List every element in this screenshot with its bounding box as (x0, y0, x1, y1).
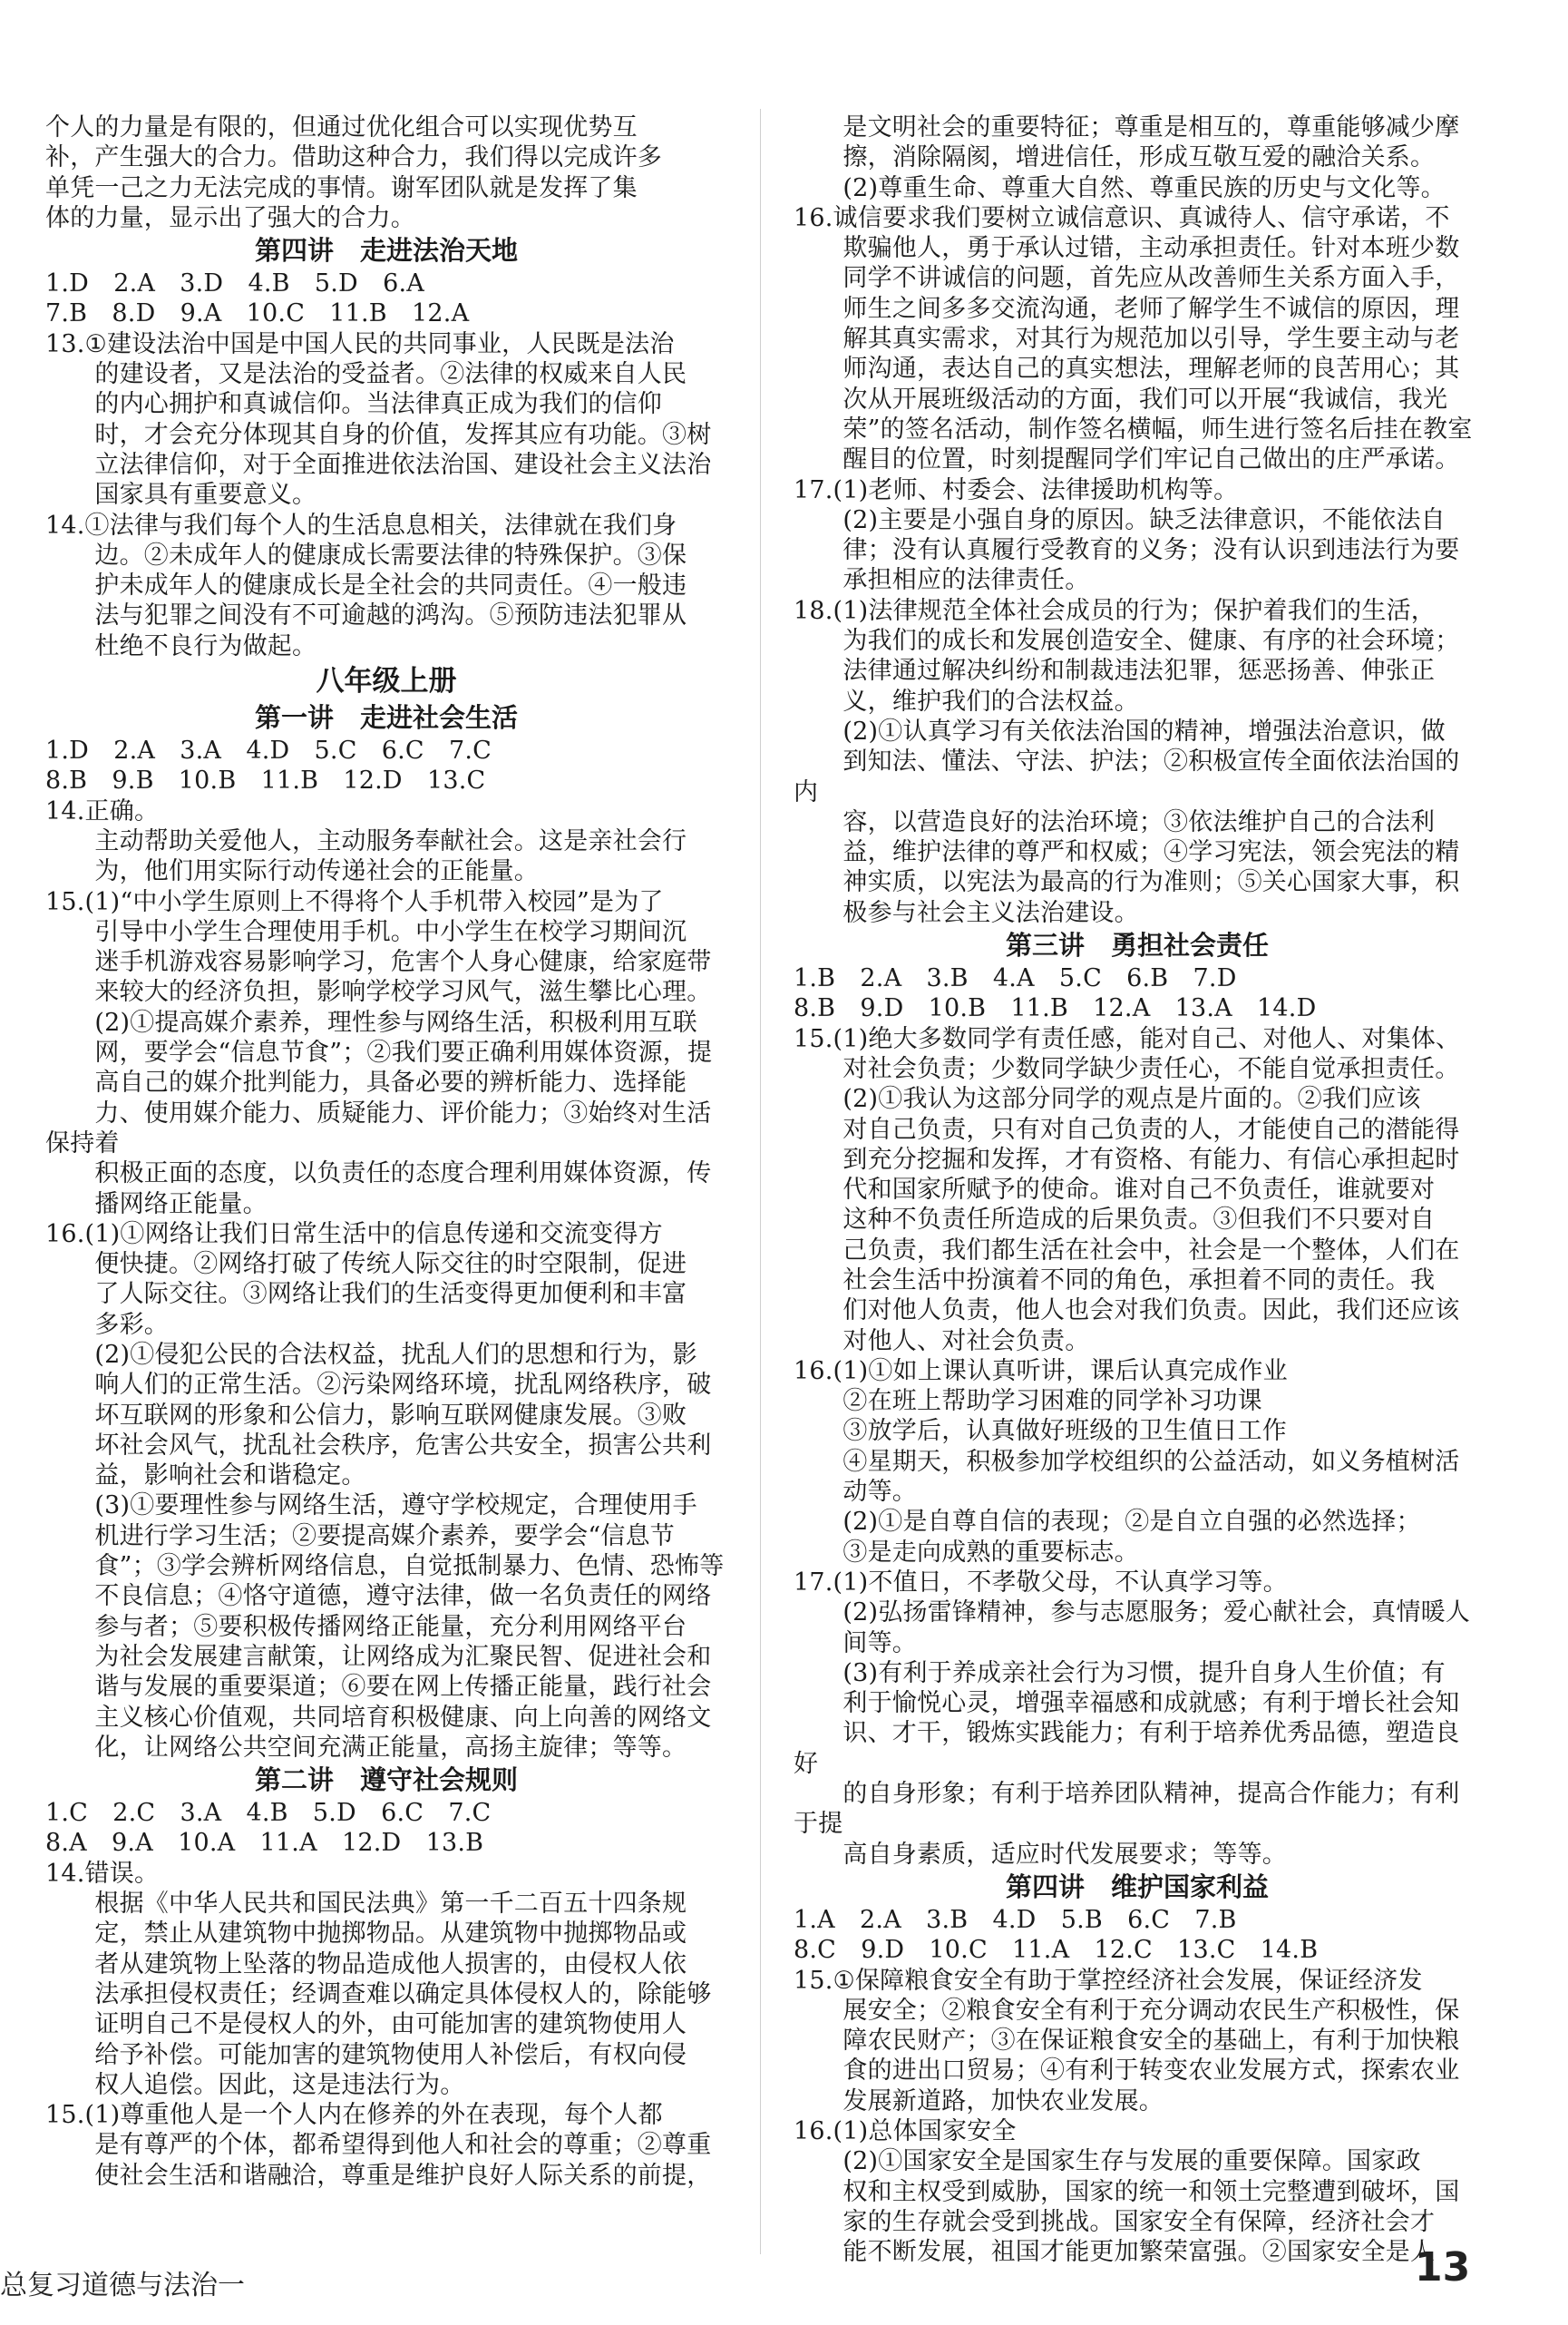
answers-law-lecture: 1.D 2.A 3.D 4.B 5.D 6.A 7.B 8.D 9.A 10.C 11.B 12.A 13.①建设法治中国是中国人民的共同事业，人民既是法治 的建设者，又是法治的受益者。②法律的权威来自人民 的内心拥护和真诚信仰。当法律真正成为我们的信仰 时，才会充分体现其自身的价值，发挥其应有功能。③树 立法律信仰，对于全面推进依法治国、建设社会主义法治 国家具有重要意义。 14.①法律与我们每个人的生活息息相关，法律就在我们身 边。②未成年人的健康成长需要法律的特殊保护。③保 护未成年人的健康成长是全社会的共同责任。④一般违 法与犯罪之间没有不可逾越的鸿沟。⑤预防违法犯罪从 杜绝不良行为做起。 (45, 269, 712, 660)
left-column (45, 112, 727, 2191)
footer-book-title: 总复习道德与法治一 (0, 2270, 245, 2301)
answers-lecture-2: 1.C 2.C 3.A 4.B 5.D 6.C 7.C 8.A 9.A 10.A 11.A 12.D 13.B 14.错误。 根据《中华人民共和国民法典》第一千二百五十四条规 定，禁止从建筑物中抛掷物品。从建筑物中抛掷物品或 者从建筑物上坠落的物品造成他人损害的，由侵权人依 法承担侵权责任；经调查难以确定具体侵权人的，除能够 证明自己不是侵权人的外，由可能加害的建筑物使用人 给予补偿。可能加害的建筑物使用人补偿后，有权向侵 权人追偿。因此，这是违法行为。 15.(1)尊重他人是一个人内在修养的外在表现，每个人都 是有尊严的个体，都希望得到他人和社会的尊重；②尊重 使社会生活和谐融洽，尊重是维护良好人际关系的前提， (45, 1799, 712, 2190)
heading-lecture-3: 第三讲 勇担社会责任 (1005, 930, 1269, 962)
heading-law-lecture: 第四讲 走进法治天地 (254, 235, 518, 267)
intro-paragraph: 个人的力量是有限的，但通过优化组合可以实现优势互 补，产生强大的合力。借助这种合力，我们得以完成许多 单凭一己之力无法完成的事情。谢军团队就是发挥了集 体的力量，显示出了强大的合力。 (45, 113, 662, 232)
answers-lecture-4: 1.A 2.A 3.B 4.D 5.B 6.C 7.B 8.C 9.D 10.C 11.A 12.C 13.C 14.B 15.①保障粮食安全有助于掌控经济社会发展，保证经济发 展安全；②粮食安全有利于充分调动农民生产积极性，保 障农民财产；③在保证粮食安全的基础上，有利于加快粮 食的进出口贸易；④有利于转变农业发展方式，探索农业 发展新道路，加快农业发展。 16.(1)总体国家安全 (2)①国家安全是国家生存与发展的重要保障。国家政 权和主权受到威胁，国家的统一和领土完整遭到破坏，国 家的生存就会受到挑战。国家安全有保障，经济社会才 能不断发展，祖国才能更加繁荣富强。②国家安全是人 (794, 1905, 1460, 2267)
page-number: 13 (1415, 2244, 1471, 2291)
heading-lecture-1: 第一讲 走进社会生活 (254, 702, 518, 734)
heading-lecture-4: 第四讲 维护国家利益 (1005, 1871, 1269, 1902)
grade-heading: 八年级上册 (316, 665, 457, 698)
answers-lecture-1: 1.D 2.A 3.A 4.D 5.C 6.C 7.C 8.B 9.B 10.B 11.B 12.D 13.C 14.正确。 主动帮助关爱他人，主动服务奉献社会。这是亲社会行 为，他们用实际行动传递社会的正能量。 15.(1)“中小学生原则上不得将个人手机带入校园”是为了 引导中小学生合理使用手机。中小学生在校学习期间沉 迷手机游戏容易影响学习，危害个人身心健康，给家庭带 来较大的经济负担，影响学校学习风气，滋生攀比心理。 (2)①提高媒介素养，理性参与网络生活，积极利用互联 网，要学会“信息节食”；②我们要正确利用媒体资源，提 高自己的媒介批判能力，具备必要的辨析能力、选择能 力、使用媒介能力、质疑能力、评价能力；③始终对生活保持着 积极正面的态度，以负责任的态度合理利用媒体资源，传 播网络正能量。 16.(1)①网络让我们日常生活中的信息传递和交流变得方 便快捷。②网络打破了传统人际交往的时空限制，促进 了人际交往。③网络让我们的生活变得更加便利和丰富 多彩。 (2)①侵犯公民的合法权益，扰乱人们的思想和行为，影 响人们的正常生活。②污染网络环境，扰乱网络秩序，破 坏互联网的形象和公信力，影响互联网健康发展。③败 坏社会风气，扰乱社会秩序，危害公共安全，损害公共利 益，影响社会和谐稳定。 (3)①要理性参与网络生活，遵守学校规定，合理使用手 机进行学习生活；②要提高媒介素养，要学会“信息节 食”；③学会辨析网络信息，自觉抵制暴力、色情、恐怖等 不良信息；④恪守道德，遵守法律，做一名负责任的网络 参与者；⑤要积极传播网络正能量，充分利用网络平台 为社会发展建言献策，让网络成为汇聚民智、促进社会和 谐与发展的重要渠道；⑥要在网上传播正能量，践行社会 主义核心价值观，共同培育积极健康、向上向善的网络文 化，让网络公共空间充满正能量，高扬主旋律；等等。 (45, 737, 725, 1762)
right-column (794, 112, 1481, 2267)
answers-lecture-3: 1.B 2.A 3.B 4.A 5.C 6.B 7.D 8.B 9.D 10.B 11.B 12.A 13.A 14.D 15.(1)绝大多数同学有责任感，能对自己、对他人、对集体、 对社会负责；少数同学缺少责任心，不能自觉承担责任。 (2)①我认为这部分同学的观点是片面的。②我们应该 对自己负责，只有对自己负责的人，才能使自己的潜能得 到充分挖掘和发挥，才有资格、有能力、有信心承担起时 代和国家所赋予的使命。谁对自己不负责任，谁就要对 这种不负责任所造成的后果负责。③但我们不只要对自 己负责，我们都生活在社会中，社会是一个整体，人们在 社会生活中扮演着不同的角色，承担着不同的责任。我 们对他人负责，他人也会对我们负责。因此，我们还应该 对他人、对社会负责。 16.(1)①如上课认真听讲，课后认真完成作业 ②在班上帮助学习困难的同学补习功课 ③放学后，认真做好班级的卫生值日工作 ④星期天，积极参加学校组织的公益活动，如义务植树活 动等。 (2)①是自尊自信的表现；②是自立自强的必然选择； ③是走向成熟的重要标志。 17.(1)不值日，不孝敬父母，不认真学习等。 (2)弘扬雷锋精神，参与志愿服务；爱心献社会，真情暖人 间等。 (3)有利于养成亲社会行为习惯，提升自身人生价值；有 利于愉悦心灵，增强幸福感和成就感；有利于增长社会知 识、才干，锻炼实践能力；有利于培养优秀品德，塑造良好 的自身形象；有利于培养团队精神，提高合作能力；有利于提 高自身素质，适应时代发展要求；等等。 (794, 964, 1471, 1869)
column-divider (760, 109, 761, 2254)
answers-lecture-2-continued: 是文明社会的重要特征；尊重是相互的，尊重能够减少摩 擦，消除隔阂，增进信任，形成互敬互爱的融洽关系。 (2)尊重生命、尊重大自然、尊重民族的历史与文化等。 16.诚信要求我们要树立诚信意识、真诚待人、信守承诺，不 欺骗他人，勇于承认过错，主动承担责任。针对本班少数 同学不讲诚信的问题，首先应从改善师生关系方面入手， 师生之间多多交流沟通，老师了解学生不诚信的原因，理 解其真实需求，对其行为规范加以引导，学生要主动与老 师沟通，表达自己的真实想法，理解老师的良苦用心；其 次从开展班级活动的方面，我们可以开展“我诚信，我光 荣”的签名活动，制作签名横幅，师生进行签名后挂在教室 醒目的位置，时刻提醒同学们牢记自己做出的庄严承诺。 17.(1)老师、村委会、法律援助机构等。 (2)主要是小强自身的原因。缺乏法律意识，不能依法自 律；没有认真履行受教育的义务；没有认识到违法行为要 承担相应的法律责任。 18.(1)法律规范全体社会成员的行为；保护着我们的生活， 为我们的成长和发展创造安全、健康、有序的社会环境； 法律通过解决纠纷和制裁违法犯罪，惩恶扬善、伸张正 义，维护我们的合法权益。 (2)①认真学习有关依法治国的精神，增强法治意识，做 到知法、懂法、守法、护法；②积极宣传全面依法治国的内 容，以营造良好的法治环境；③依法维护自己的合法利 益，维护法律的尊严和权威；④学习宪法，领会宪法的精 神实质，以宪法为最高的行为准则；⑤关心国家大事，积 极参与社会主义法治建设。 (794, 113, 1473, 927)
heading-lecture-2: 第二讲 遵守社会规则 (254, 1764, 518, 1796)
